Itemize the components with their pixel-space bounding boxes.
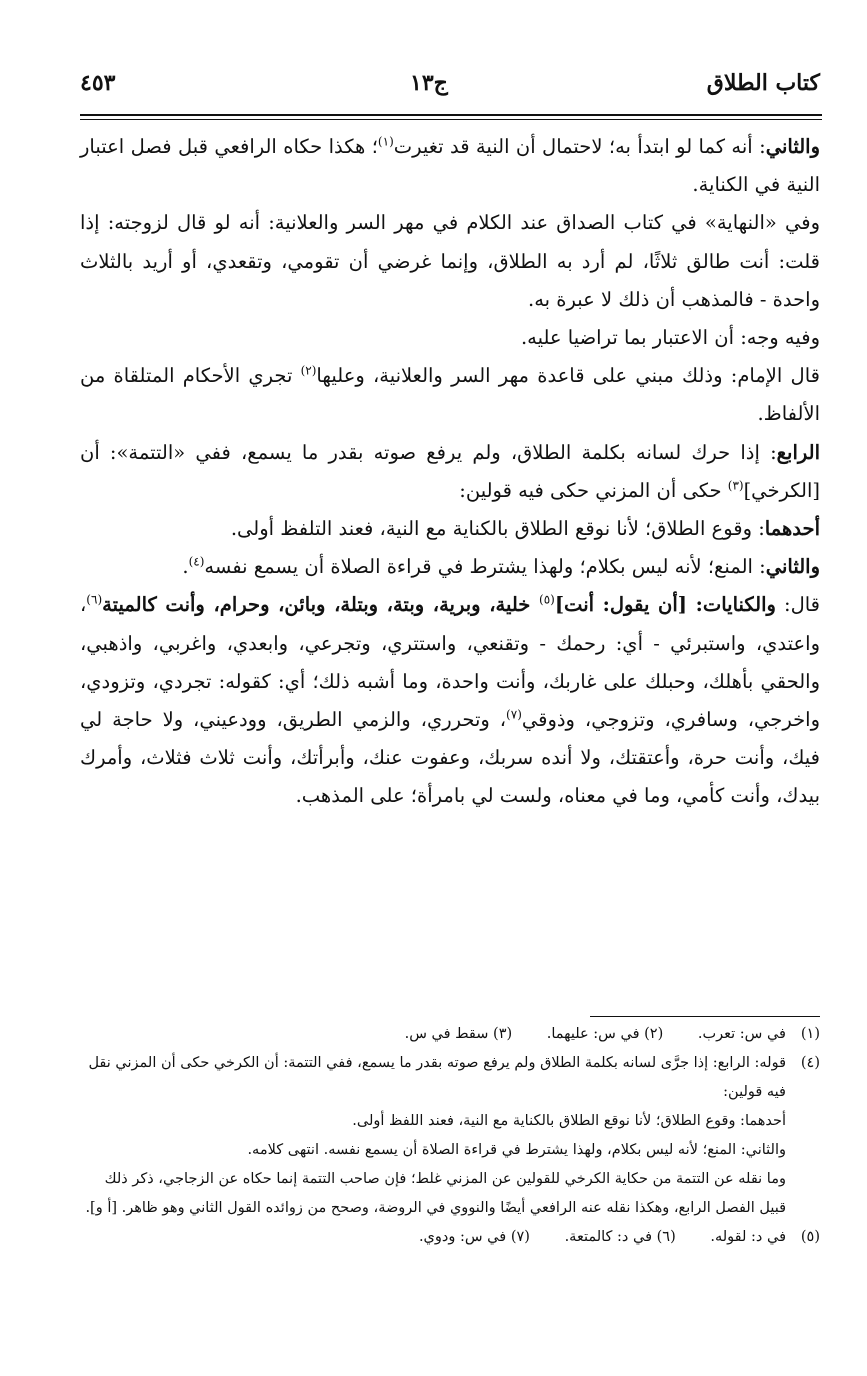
footnote-row xyxy=(80,1020,820,1049)
paragraph-7 xyxy=(80,548,820,586)
footnote-number: (١) xyxy=(800,1026,820,1042)
footnote-row xyxy=(80,1223,820,1252)
footnote-text: قوله: الرابع: إذا جرَّى لسانه بكلمة الطلاق ولم يرفع صوته بقدر ما يسمع، ففي التتمة: أن الكرخي حكى أن المزني نقل فيه قولين: xyxy=(88,1055,786,1100)
page-header xyxy=(80,70,820,108)
paragraph-8 xyxy=(80,586,820,815)
paragraph-5 xyxy=(80,434,820,510)
footnote-text xyxy=(80,1020,786,1049)
footnote-ref: (٧) xyxy=(506,707,522,722)
paragraph-text: . xyxy=(182,555,189,579)
paragraph-3: وفيه وجه: أن الاعتبار بما تراضيا عليه. xyxy=(520,326,820,350)
header-rule-thin xyxy=(80,119,822,120)
footnote-ref: (٤) xyxy=(188,554,205,569)
header-rule-thick xyxy=(80,114,822,116)
paragraph-text: ، واعتدي، واستبرئي - أي: رحمك - وتقنعي، واستتري، وتجرعي، وابعدي، واغربي، واذهبي، والحقي بأهلك، وحبلك على غاربك، وأنت واحدة، وما أشبه ذلك؛ أي: كقوله: تجردي، وتزودي، واخرجي، وسافري، وتزوجي، وذوقي xyxy=(80,593,820,732)
paragraph-heading: والكنايات: [أن يقول: أنت] xyxy=(554,593,776,617)
footnote-text: في د: لقوله. xyxy=(710,1229,786,1245)
footnote-text: أحدهما: وقوع الطلاق؛ لأنا نوقع الطلاق بالكناية مع النية، فعند اللفظ أولى. xyxy=(352,1113,786,1129)
footnote-number: (٣) xyxy=(493,1026,513,1042)
footnote-text: في س: عليهما. xyxy=(546,1026,640,1042)
page-number: ٤٥٣ xyxy=(80,70,116,96)
volume-number: ج١٣ xyxy=(410,70,448,96)
footnote-ref: (٥) xyxy=(539,592,555,607)
footnote-text xyxy=(80,1223,786,1252)
footnote-text: والثاني: المنع؛ لأنه ليس بكلام، ولهذا يشترط في قراءة الصلاة أن يسمع نفسه. انتهى كلامه. xyxy=(247,1142,786,1158)
footnote-separator xyxy=(590,1016,820,1017)
paragraph-heading: أحدهما xyxy=(764,517,820,541)
footnote-number: (٢) xyxy=(644,1026,664,1042)
running-title: كتاب الطلاق xyxy=(706,70,820,96)
paragraph-text: قال الإمام: وذلك مبني على قاعدة مهر السر والعلانية، وعليها xyxy=(316,364,820,388)
footnote-number: (٧) xyxy=(510,1229,530,1245)
footnote-row xyxy=(80,1049,820,1223)
footnote-ref: (٢) xyxy=(300,363,317,378)
footnote-ref: (١) xyxy=(377,134,394,149)
paragraph-4 xyxy=(80,357,820,433)
footnote-ref: (٦) xyxy=(86,592,103,607)
footnote-number: (٦) xyxy=(656,1229,676,1245)
paragraph-2: وفي «النهاية» في كتاب الصداق عند الكلام في مهر السر والعلانية: أنه لو قال لزوجته: إذا قلت: أنت طالق ثلاثًا، لم أرد به الطلاق، وإنما غرضي أن تقومي، وتقعدي، أو أريد بالثلاث واحدة - فالمذهب أن ذلك لا عبرة به. xyxy=(80,211,820,311)
main-text xyxy=(80,128,820,816)
footnote-text xyxy=(80,1049,786,1223)
paragraph-text: : إذا حرك لسانه بكلمة الطلاق، ولم يرفع صوته بقدر ما يسمع، ففي «التتمة»: أن [الكرخي] xyxy=(80,440,820,502)
footnote-text: وما نقله عن التتمة من حكاية الكرخي للقولين عن المزني غلط؛ فإن صاحب التتمة إنما حكاه عن الزجاجي، ذكر ذلك قبيل الفصل الرابع، وهكذا نقله عنه الرافعي أيضًا والنووي في الروضة، وصحح من زوائده القول الثاني وهو ظاهر. [أ و]. xyxy=(85,1171,786,1216)
paragraph-heading: والثاني xyxy=(765,135,820,158)
footnote-text: في س: ودوي. xyxy=(418,1229,507,1245)
footnote-text: في س: تعرب. xyxy=(697,1026,786,1042)
paragraph-1 xyxy=(80,128,820,204)
footnotes xyxy=(80,1020,820,1252)
paragraph-6 xyxy=(80,510,820,548)
paragraph-text: حكى أن المزني حكى فيه قولين: xyxy=(459,478,728,502)
footnote-number: (٥) xyxy=(800,1229,820,1245)
paragraph-heading: خلية، وبرية، وبتة، وبتلة، وبائن، وحرام، وأنت كالميتة xyxy=(102,593,539,617)
footnote-ref: (٣) xyxy=(727,478,744,493)
footnote-number: (٤) xyxy=(800,1055,820,1071)
paragraph-text: : أنه كما لو ابتدأ به؛ لاحتمال أن النية قد تغيرت xyxy=(393,135,766,158)
paragraph-text: : المنع؛ لأنه ليس بكلام؛ ولهذا يشترط في قراءة الصلاة أن يسمع نفسه xyxy=(204,555,766,579)
footnote-text: سقط في س. xyxy=(404,1026,489,1042)
paragraph-text: قال: xyxy=(775,593,821,617)
paragraph-heading: والثاني xyxy=(765,555,820,579)
footnote-text: في د: كالمتعة. xyxy=(564,1229,653,1245)
paragraph-text: تجري الأحكام المتلقاة من الألفاظ. xyxy=(80,364,820,426)
paragraph-text: ؛ هكذا حكاه الرافعي قبل فصل اعتبار النية في الكناية. xyxy=(80,135,820,197)
paragraph-text: ، وتحرري، والزمي الطريق، وودعيني، ولا حاجة لي فيك، وأنت حرة، وأعتقتك، ولا أنده سربك، وعفوت عنك، وأبرأتك، وأنت ثلاث فثلاث، وأمرك بيدك، وأنت كأمي، وما في معناه، ولست لي بامرأة؛ على المذهب. xyxy=(80,708,820,808)
paragraph-heading: الرابع xyxy=(776,440,820,464)
paragraph-text: : وقوع الطلاق؛ لأنا نوقع الطلاق بالكناية مع النية، فعند التلفظ أولى. xyxy=(230,517,765,541)
